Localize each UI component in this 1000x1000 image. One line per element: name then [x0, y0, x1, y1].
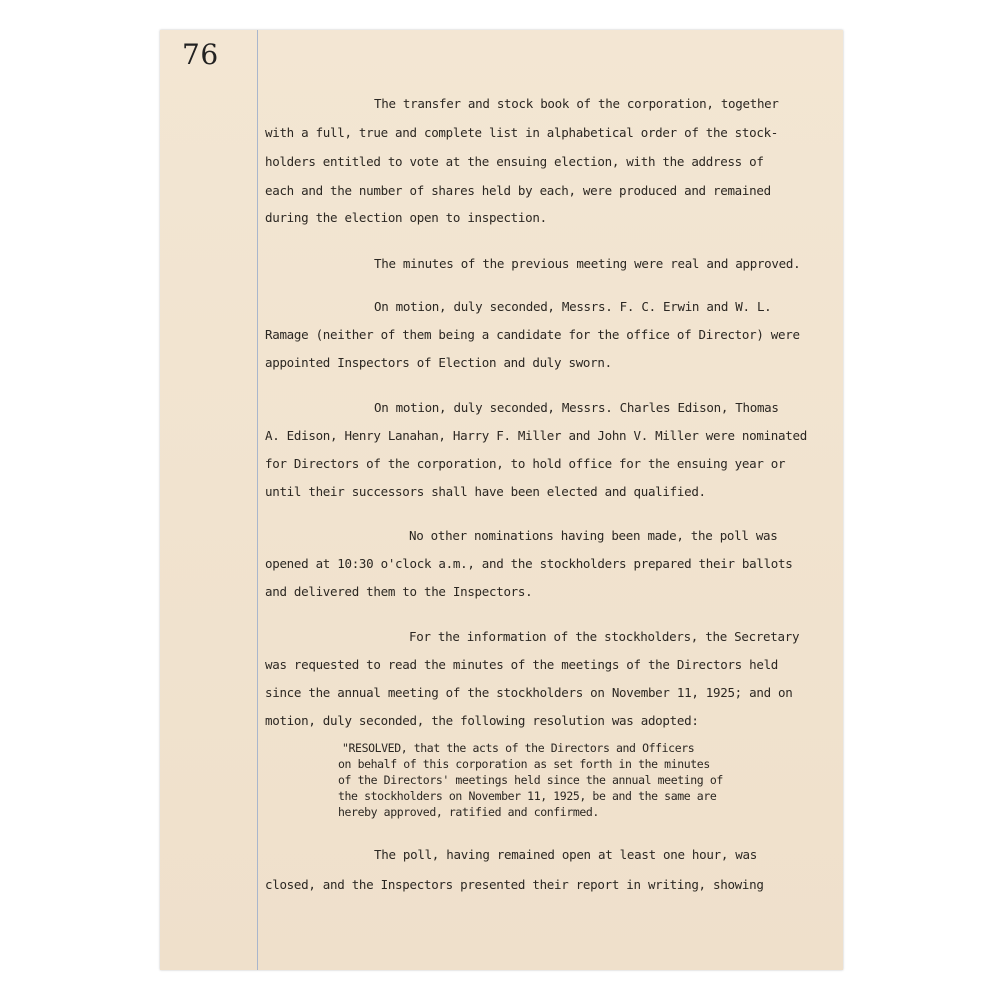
document-page: [160, 30, 843, 970]
text-line: The transfer and stock book of the corporation, together: [374, 96, 779, 111]
text-line: until their successors shall have been elected and qualified.: [265, 484, 706, 499]
text-line: Ramage (neither of them being a candidate for the office of Director) were: [265, 327, 800, 342]
page-number: 76: [182, 38, 219, 71]
text-line: each and the number of shares held by each, were produced and remained: [265, 183, 771, 198]
text-line: On motion, duly seconded, Messrs. F. C. Erwin and W. L.: [374, 299, 772, 314]
resolution-line: "RESOLVED, that the acts of the Directors and Officers: [342, 741, 695, 755]
text-line: opened at 10:30 o'clock a.m., and the stockholders prepared their ballots: [265, 556, 793, 571]
resolution-line: on behalf of this corporation as set forth in the minutes: [338, 757, 710, 771]
resolution-line: hereby approved, ratified and confirmed.: [338, 805, 599, 819]
text-line: for Directors of the corporation, to hold office for the ensuing year or: [265, 456, 786, 471]
text-line: A. Edison, Henry Lanahan, Harry F. Miller and John V. Miller were nominated: [265, 428, 807, 443]
text-line: The poll, having remained open at least one hour, was: [374, 847, 757, 862]
text-line: For the information of the stockholders, the Secretary: [409, 629, 800, 644]
text-line: The minutes of the previous meeting were real and approved.: [374, 256, 801, 271]
text-line: and delivered them to the Inspectors.: [265, 584, 533, 599]
resolution-line: the stockholders on November 11, 1925, be and the same are: [338, 789, 717, 803]
text-line: was requested to read the minutes of the meetings of the Directors held: [265, 657, 779, 672]
text-line: holders entitled to vote at the ensuing election, with the address of: [265, 154, 764, 169]
text-line: No other nominations having been made, the poll was: [409, 528, 778, 543]
text-line: On motion, duly seconded, Messrs. Charles Edison, Thomas: [374, 400, 779, 415]
text-line: during the election open to inspection.: [265, 210, 547, 225]
margin-rule: [257, 30, 258, 970]
text-line: closed, and the Inspectors presented their report in writing, showing: [265, 877, 764, 892]
text-line: appointed Inspectors of Election and duly sworn.: [265, 355, 612, 370]
text-line: since the annual meeting of the stockholders on November 11, 1925; and on: [265, 685, 793, 700]
resolution-line: of the Directors' meetings held since the annual meeting of: [338, 773, 723, 787]
text-line: motion, duly seconded, the following resolution was adopted:: [265, 713, 699, 728]
text-line: with a full, true and complete list in alphabetical order of the stock-: [265, 125, 779, 140]
